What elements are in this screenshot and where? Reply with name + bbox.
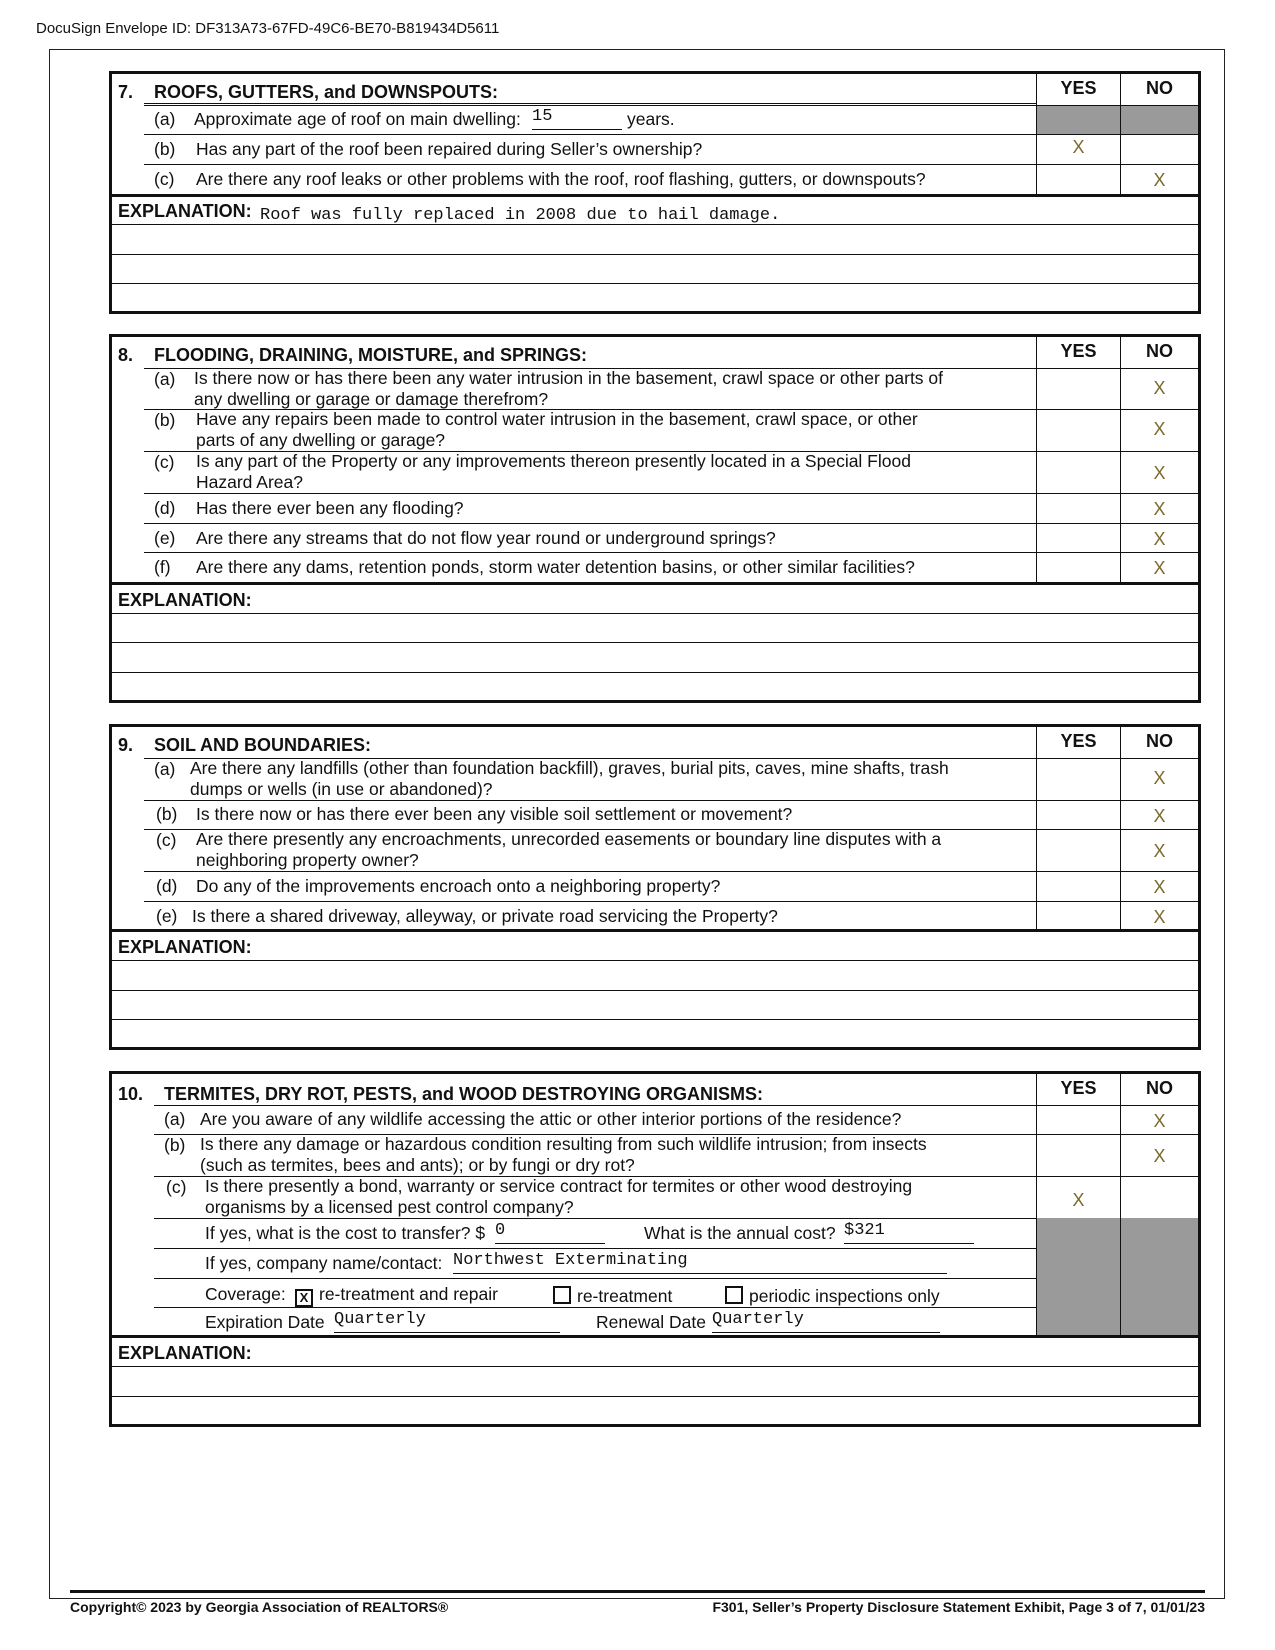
no-mark[interactable]: X bbox=[1153, 170, 1166, 190]
question-text: Is there a shared driveway, alleyway, or private road servicing the Property? bbox=[192, 906, 778, 926]
no-mark[interactable]: X bbox=[1153, 1111, 1166, 1131]
question-label: (b) bbox=[156, 804, 178, 824]
question-label: (d) bbox=[156, 876, 178, 896]
question-text: Are there presently any encroachments, unrecorded easements or boundary line disputes with a bbox=[196, 829, 942, 849]
footer-form-id: F301, Seller’s Property Disclosure Statement Exhibit, Page 3 of 7, 01/01/23 bbox=[712, 1599, 1205, 1615]
question-label: (d) bbox=[154, 498, 176, 518]
envelope-id: DocuSign Envelope ID: DF313A73-67FD-49C6-BE70-B819434D5611 bbox=[36, 20, 500, 37]
coverage-option-label: periodic inspections only bbox=[749, 1286, 940, 1306]
no-mark[interactable]: X bbox=[1153, 768, 1166, 788]
yes-header: YES bbox=[1060, 731, 1097, 751]
question-label: (f) bbox=[154, 557, 171, 577]
question-label: (a) bbox=[154, 759, 176, 779]
question-text: Is there any damage or hazardous condition resulting from such wildlife intrusion; from insects bbox=[200, 1134, 927, 1154]
renewal-date-label: Renewal Date bbox=[596, 1312, 706, 1332]
yes-mark[interactable]: X bbox=[1072, 1190, 1085, 1210]
section-number: 9. bbox=[118, 735, 134, 755]
section-number: 7. bbox=[118, 82, 134, 102]
expiration-date-field[interactable]: Quarterly bbox=[334, 1310, 560, 1333]
section-7-roofs bbox=[109, 71, 1201, 314]
no-mark[interactable]: X bbox=[1153, 419, 1166, 439]
question-label: (b) bbox=[164, 1135, 186, 1155]
roof-age-field[interactable]: 15 bbox=[532, 107, 622, 130]
no-mark[interactable]: X bbox=[1153, 841, 1166, 861]
explanation-label: EXPLANATION: bbox=[118, 201, 252, 221]
question-text: Is there now or has there been any water intrusion in the basement, crawl space or other parts of bbox=[194, 368, 944, 388]
company-label: If yes, company name/contact: bbox=[205, 1253, 443, 1273]
question-label: (b) bbox=[154, 139, 176, 159]
shaded-cell bbox=[1036, 1278, 1120, 1307]
question-text: Have any repairs been made to control water intrusion in the basement, crawl space, or other bbox=[196, 409, 918, 429]
explanation-label: EXPLANATION: bbox=[118, 937, 252, 957]
coverage-option-label: re-treatment and repair bbox=[319, 1284, 498, 1304]
question-text: Are there any roof leaks or other problems with the roof, roof flashing, gutters, or downspouts? bbox=[196, 169, 926, 189]
question-text-cont: neighboring property owner? bbox=[196, 850, 419, 870]
question-label: (a) bbox=[154, 109, 176, 129]
shaded-cell bbox=[1036, 1307, 1120, 1336]
shaded-cell bbox=[1120, 1307, 1198, 1336]
no-header: NO bbox=[1146, 341, 1173, 361]
question-text: Approximate age of roof on main dwelling: bbox=[194, 109, 521, 129]
no-mark[interactable]: X bbox=[1153, 558, 1166, 578]
question-text-cont: dumps or wells (in use or abandoned)? bbox=[190, 779, 493, 799]
question-label: (e) bbox=[156, 906, 178, 926]
expiration-date-label: Expiration Date bbox=[205, 1312, 325, 1332]
no-mark[interactable]: X bbox=[1153, 529, 1166, 549]
coverage-retreatment-repair-checkbox[interactable]: X bbox=[295, 1289, 313, 1307]
question-text: Are there any dams, retention ponds, storm water detention basins, or other similar facilities? bbox=[196, 557, 915, 577]
question-label: (a) bbox=[154, 369, 176, 389]
coverage-label: Coverage: bbox=[205, 1284, 286, 1304]
question-text: Is there presently a bond, warranty or service contract for termites or other wood destroying bbox=[205, 1176, 913, 1196]
no-mark[interactable]: X bbox=[1153, 1146, 1166, 1166]
question-label: (e) bbox=[154, 528, 176, 548]
question-text: Has there ever been any flooding? bbox=[196, 498, 464, 518]
question-text: Are you aware of any wildlife accessing the attic or other interior portions of the residence? bbox=[200, 1109, 902, 1129]
shaded-cell bbox=[1036, 1218, 1120, 1248]
yes-header: YES bbox=[1060, 1078, 1097, 1098]
yes-header: YES bbox=[1060, 78, 1097, 98]
no-header: NO bbox=[1146, 1078, 1173, 1098]
no-header: NO bbox=[1146, 731, 1173, 751]
company-field[interactable]: Northwest Exterminating bbox=[453, 1251, 947, 1274]
explanation-label: EXPLANATION: bbox=[118, 590, 252, 610]
transfer-cost-field[interactable]: 0 bbox=[495, 1221, 605, 1244]
coverage-option-label: re-treatment bbox=[577, 1286, 673, 1306]
section-title: ROOFS, GUTTERS, and DOWNSPOUTS: bbox=[154, 82, 499, 102]
question-text: Are there any landfills (other than foundation backfill), graves, burial pits, caves, mine shafts, trash bbox=[190, 758, 949, 778]
question-label: (a) bbox=[164, 1109, 186, 1129]
section-title: FLOODING, DRAINING, MOISTURE, and SPRINGS: bbox=[154, 345, 588, 365]
yes-header: YES bbox=[1060, 341, 1097, 361]
section-title: TERMITES, DRY ROT, PESTS, and WOOD DESTROYING ORGANISMS: bbox=[164, 1084, 764, 1104]
no-header: NO bbox=[1146, 78, 1173, 98]
question-label: (c) bbox=[154, 169, 175, 189]
question-text: Is there now or has there ever been any visible soil settlement or movement? bbox=[196, 804, 793, 824]
coverage-inspections-checkbox[interactable] bbox=[725, 1286, 743, 1304]
question-text-cont: parts of any dwelling or garage? bbox=[196, 430, 446, 450]
explanation-label: EXPLANATION: bbox=[118, 1343, 252, 1363]
transfer-cost-label: If yes, what is the cost to transfer? $ bbox=[205, 1223, 486, 1243]
renewal-date-field[interactable]: Quarterly bbox=[712, 1310, 940, 1333]
section-10-termites bbox=[109, 1071, 1201, 1427]
section-8-flooding bbox=[109, 334, 1201, 703]
no-mark[interactable]: X bbox=[1153, 806, 1166, 826]
explanation-text[interactable]: Roof was fully replaced in 2008 due to hail damage. bbox=[260, 206, 781, 225]
section-9-soil bbox=[109, 724, 1201, 1050]
no-mark[interactable]: X bbox=[1153, 499, 1166, 519]
yes-mark[interactable]: X bbox=[1072, 137, 1085, 157]
question-text-cont: (such as termites, bees and ants); or by fungi or dry rot? bbox=[200, 1155, 635, 1175]
shaded-cell bbox=[1120, 105, 1198, 134]
footer-copyright: Copyright© 2023 by Georgia Association of REALTORS® bbox=[70, 1599, 449, 1615]
annual-cost-field[interactable]: $321 bbox=[844, 1221, 974, 1244]
coverage-retreatment-checkbox[interactable] bbox=[553, 1286, 571, 1304]
question-text-cont: Hazard Area? bbox=[196, 472, 304, 492]
no-mark[interactable]: X bbox=[1153, 463, 1166, 483]
question-label: (b) bbox=[154, 410, 176, 430]
question-label: (c) bbox=[156, 830, 177, 850]
question-text-cont: organisms by a licensed pest control company? bbox=[205, 1197, 574, 1217]
section-title: SOIL AND BOUNDARIES: bbox=[154, 735, 372, 755]
section-number: 8. bbox=[118, 345, 134, 365]
question-text: Is any part of the Property or any improvements thereon presently located in a Special Flood bbox=[196, 451, 911, 471]
shaded-cell bbox=[1036, 1248, 1120, 1278]
question-text-cont: any dwelling or garage or damage therefrom? bbox=[194, 389, 549, 409]
question-label: (c) bbox=[166, 1177, 187, 1197]
section-number: 10. bbox=[118, 1084, 144, 1104]
shaded-cell bbox=[1120, 1278, 1198, 1307]
page-footer bbox=[70, 1590, 1205, 1615]
annual-cost-label: What is the annual cost? bbox=[644, 1223, 836, 1243]
shaded-cell bbox=[1120, 1218, 1198, 1248]
question-text: Do any of the improvements encroach onto a neighboring property? bbox=[196, 876, 721, 896]
question-text: Are there any streams that do not flow year round or underground springs? bbox=[196, 528, 776, 548]
question-label: (c) bbox=[154, 452, 175, 472]
question-text: Has any part of the roof been repaired during Seller’s ownership? bbox=[196, 139, 703, 159]
shaded-cell bbox=[1036, 105, 1120, 134]
no-mark[interactable]: X bbox=[1153, 877, 1166, 897]
years-label: years. bbox=[627, 109, 675, 129]
no-mark[interactable]: X bbox=[1153, 907, 1166, 927]
no-mark[interactable]: X bbox=[1153, 378, 1166, 398]
shaded-cell bbox=[1120, 1248, 1198, 1278]
